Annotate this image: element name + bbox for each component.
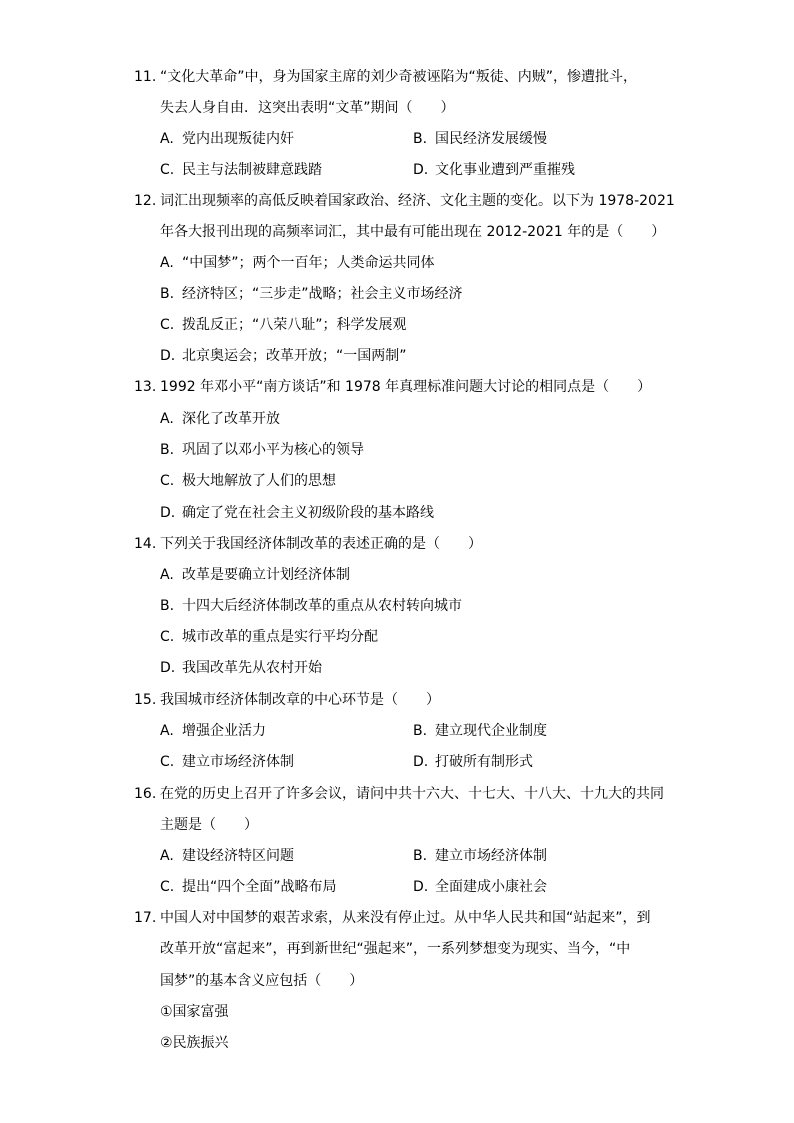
option-letter: B. [413, 848, 428, 864]
question-stem-line: 主题是（ ） [160, 817, 258, 833]
statement-item: ②民族振兴 [160, 1035, 229, 1051]
question-stem-line: 词汇出现频率的高低反映着国家政治、经济、文化主题的变化。以下为 1978-2021 [160, 193, 675, 209]
question-number: 14. [134, 536, 157, 552]
option-letter: C. [160, 879, 175, 895]
question-stem-line: 在党的历史上召开了许多会议，请问中共十六大、十七大、十八大、十九大的共同 [160, 786, 664, 802]
question-number: 12. [134, 193, 157, 209]
option-a[interactable] [160, 410, 280, 428]
question-stem-line: 失去人身自由．这突出表明“文革”期间（ ） [160, 100, 455, 116]
option-a[interactable] [160, 566, 350, 584]
option-letter: A. [160, 723, 174, 739]
option-a[interactable] [160, 847, 294, 865]
option-letter: C. [160, 162, 175, 178]
option-b[interactable] [413, 847, 547, 865]
question-number: 16. [134, 786, 157, 802]
option-letter: D. [413, 879, 429, 895]
question-stem-line: 下列关于我国经济体制改革的表述正确的是（ ） [160, 536, 482, 552]
option-text: 巩固了以邓小平为核心的领导 [182, 442, 364, 458]
option-text: 党内出现叛徒内奸 [182, 131, 294, 147]
option-d[interactable] [160, 504, 434, 522]
option-letter: B. [160, 598, 175, 614]
option-letter: D. [413, 162, 429, 178]
option-letter: B. [413, 723, 428, 739]
question-stem-line: 国梦”的基本含义应包括（ ） [160, 973, 364, 989]
question-number: 13. [134, 379, 157, 395]
option-text: 确定了党在社会主义初级阶段的基本路线 [182, 505, 434, 521]
option-letter: B. [160, 286, 175, 302]
option-letter: A. [160, 131, 174, 147]
option-a[interactable] [160, 130, 294, 148]
option-text: 提出“四个全面”战略布局 [182, 879, 337, 895]
option-text: 极大地解放了人们的思想 [182, 473, 336, 489]
option-d[interactable] [413, 161, 575, 179]
option-letter: D. [160, 660, 176, 676]
option-text: 建立现代企业制度 [435, 723, 547, 739]
option-b[interactable] [160, 441, 364, 459]
option-text: 深化了改革开放 [182, 411, 280, 427]
option-letter: C. [160, 317, 175, 333]
option-d[interactable] [413, 753, 533, 771]
option-text: 建设经济特区问题 [182, 848, 294, 864]
option-a[interactable] [160, 722, 266, 740]
option-text: 十四大后经济体制改革的重点从农村转向城市 [182, 598, 462, 614]
option-text: “中国梦”；两个一百年；人类命运共同体 [182, 255, 435, 271]
option-c[interactable] [160, 472, 336, 490]
option-text: 北京奥运会；改革开放；“一国两制” [182, 348, 407, 364]
question-number: 17. [134, 910, 157, 926]
question-stem-line: 中国人对中国梦的艰苦求索，从来没有停止过。从中华人民共和国“站起来”，到 [160, 910, 651, 926]
option-letter: A. [160, 255, 174, 271]
option-text: 改革是要确立计划经济体制 [182, 567, 350, 583]
option-text: 全面建成小康社会 [435, 879, 547, 895]
option-letter: B. [160, 442, 175, 458]
question-stem-line: 我国城市经济体制改章的中心环节是（ ） [160, 692, 440, 708]
option-letter: C. [160, 629, 175, 645]
option-c[interactable] [160, 161, 322, 179]
question-stem-line: “文化大革命”中，身为国家主席的刘少奇被诬陷为“叛徒、内贼”，惨遭批斗， [160, 69, 638, 85]
option-letter: D. [160, 348, 176, 364]
option-c[interactable] [160, 628, 378, 646]
option-a[interactable] [160, 254, 435, 272]
option-text: 拨乱反正；“八荣八耻”；科学发展观 [182, 317, 407, 333]
option-letter: B. [413, 131, 428, 147]
option-text: 文化事业遭到严重摧残 [435, 162, 575, 178]
option-text: 打破所有制形式 [435, 754, 533, 770]
question-stem-line: 1992 年邓小平“南方谈话”和 1978 年真理标准问题大讨论的相同点是（ ） [160, 379, 652, 395]
option-c[interactable] [160, 316, 407, 334]
option-text: 我国改革先从农村开始 [182, 660, 322, 676]
option-b[interactable] [160, 285, 463, 303]
question-stem-line: 年各大报刊出现的高频率词汇，其中最有可能出现在 2012-2021 年的是（ ） [160, 224, 666, 240]
statement-item: ①国家富强 [160, 1004, 229, 1020]
question-number: 15. [134, 692, 157, 708]
option-d[interactable] [160, 347, 407, 365]
option-letter: A. [160, 848, 174, 864]
option-letter: C. [160, 754, 175, 770]
option-d[interactable] [413, 878, 547, 896]
option-text: 城市改革的重点是实行平均分配 [182, 629, 378, 645]
option-text: 增强企业活力 [182, 723, 266, 739]
question-stem-line: 改革开放“富起来”，再到新世纪“强起来”，一系列梦想变为现实、当今，“中 [160, 941, 631, 957]
option-text: 建立市场经济体制 [182, 754, 294, 770]
option-b[interactable] [413, 722, 547, 740]
option-c[interactable] [160, 753, 294, 771]
option-letter: A. [160, 567, 174, 583]
option-d[interactable] [160, 659, 322, 677]
option-b[interactable] [160, 597, 462, 615]
option-text: 国民经济发展缓慢 [435, 131, 547, 147]
question-number: 11. [134, 69, 157, 85]
option-letter: D. [413, 754, 429, 770]
option-text: 经济特区；“三步走”战略；社会主义市场经济 [182, 286, 463, 302]
option-text: 民主与法制被肆意践踏 [182, 162, 322, 178]
option-text: 建立市场经济体制 [435, 848, 547, 864]
option-letter: C. [160, 473, 175, 489]
option-b[interactable] [413, 130, 547, 148]
option-letter: A. [160, 411, 174, 427]
option-c[interactable] [160, 878, 337, 896]
option-letter: D. [160, 505, 176, 521]
